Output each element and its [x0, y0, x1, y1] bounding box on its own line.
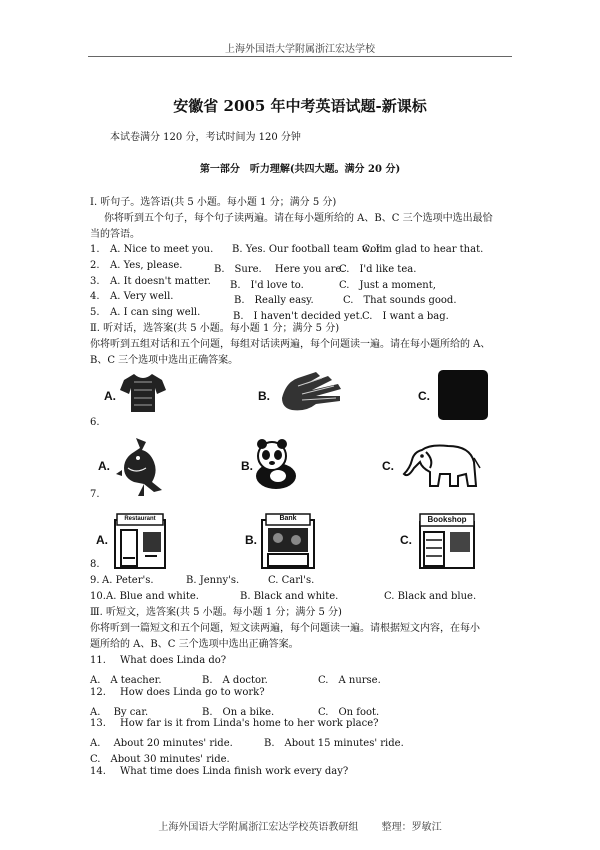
- sec1-instruction-line1: 你将听到五个句子，每个句子读两遍。请在每小题所给的 A、B、C 三个选项中选出最恰: [104, 213, 493, 224]
- q11-question: What does Linda do?: [120, 655, 227, 666]
- part1-heading: 第一部分 听力理解(共四大题。满分 20 分): [199, 164, 401, 175]
- q6-picture-c-square: [437, 369, 489, 421]
- q10-option-b: B. Black and white.: [240, 591, 339, 602]
- q8-picture-c-bookshop: [418, 512, 476, 570]
- q8-picture-b-bank: [260, 512, 316, 570]
- q14-number: 14.: [90, 766, 106, 777]
- q7-picture-b-panda: [254, 438, 298, 490]
- q1-option-c: C. I'm glad to hear that.: [362, 244, 484, 255]
- q7-number: 7.: [90, 489, 100, 500]
- sec3-instruction-line1: 你将听到一篇短文和五个问题，短文读两遍，每个问题读一遍。请根据短文内容，在每小: [90, 623, 480, 634]
- q10-number: 10.: [90, 591, 106, 602]
- q7-label-a: A.: [98, 459, 110, 473]
- q5-option-c: C. I want a bag.: [362, 311, 449, 322]
- q3-option-c: C. Just a moment,: [339, 280, 436, 291]
- page-header: 上海外国语大学附属浙江宏达学校: [225, 44, 375, 55]
- q11-option-b: B. A doctor.: [202, 675, 268, 686]
- q1-option-b: B. Yes. Our football team won.: [232, 244, 386, 255]
- q13-option-a: A. About 20 minutes' ride.: [90, 738, 233, 749]
- q3-number: 3.: [90, 276, 100, 287]
- q12-option-c: C. On foot.: [318, 707, 380, 718]
- q14-question: What time does Linda finish work every day?: [120, 766, 349, 777]
- q13-question: How far is it from Linda's home to her work place?: [120, 718, 379, 729]
- q7-picture-a-kangaroo: [114, 434, 170, 498]
- q8-picture-a-restaurant: [113, 512, 169, 570]
- q12-option-b: B. On a bike.: [202, 707, 275, 718]
- q13-option-b: B. About 15 minutes' ride.: [264, 738, 404, 749]
- q8-label-a: A.: [96, 533, 108, 547]
- restaurant-sign: Restaurant: [124, 516, 156, 522]
- sec2-instruction-line2: B、C 三个选项中选出正确答案。: [90, 355, 239, 366]
- q9-number: 9.: [90, 575, 100, 586]
- q6-picture-a-tshirt: [120, 372, 166, 414]
- q11-option-a: A. A teacher.: [90, 675, 162, 686]
- q9-option-b: B. Jenny's.: [186, 575, 240, 586]
- bank-sign: Bank: [279, 515, 297, 522]
- q6-label-c: C.: [418, 389, 430, 403]
- q2-option-c: C. I'd like tea.: [339, 264, 417, 275]
- bookshop-sign: Bookshop: [427, 515, 467, 524]
- q9-option-a: A. Peter's.: [102, 575, 154, 586]
- q6-label-b: B.: [258, 389, 270, 403]
- q5-option-b: B. I haven't decided yet.: [233, 311, 363, 322]
- sec1-heading: I. 听句子。选答语(共 5 小题。每小题 1 分；满分 5 分): [90, 197, 337, 208]
- sec2-heading: Ⅱ. 听对话，选答案(共 5 小题。每小题 1 分；满分 5 分): [90, 323, 340, 334]
- q8-label-b: B.: [245, 533, 257, 547]
- q4-number: 4.: [90, 291, 100, 302]
- q11-number: 11.: [90, 655, 106, 666]
- q4-option-b: B. Really easy.: [234, 295, 314, 306]
- q4-option-a: A. Very well.: [110, 291, 174, 302]
- q6-label-a: A.: [104, 389, 116, 403]
- q3-option-a: A. It doesn't matter.: [110, 276, 211, 287]
- q13-number: 13.: [90, 718, 106, 729]
- q6-picture-b-glove: [276, 368, 358, 414]
- q11-option-c: C. A nurse.: [318, 675, 381, 686]
- sec1-instruction-line2: 当的答语。: [90, 229, 140, 240]
- page-footer: 上海外国语大学附属浙江宏达学校英语教研组 整理：罗敏江: [158, 822, 442, 833]
- q10-option-a: A. Blue and white.: [106, 591, 199, 602]
- sec3-instruction-line2: 题所给的 A、B、C 三个选项中选出正确答案。: [90, 639, 299, 650]
- q4-option-c: C. That sounds good.: [343, 295, 457, 306]
- q8-number: 8.: [90, 559, 100, 570]
- sec2-instruction-line1: 你将听到五组对话和五个问题，每组对话读两遍，每个问题读一遍。请在每小题所给的 A、: [90, 339, 491, 350]
- q5-number: 5.: [90, 307, 100, 318]
- q2-option-a: A. Yes, please.: [110, 260, 183, 271]
- q12-number: 12.: [90, 687, 106, 698]
- q1-number: 1.: [90, 244, 100, 255]
- q3-option-b: B. I'd love to.: [230, 280, 304, 291]
- q5-option-a: A. I can sing well.: [110, 307, 201, 318]
- q2-number: 2.: [90, 260, 100, 271]
- q12-option-a: A. By car.: [90, 707, 149, 718]
- q2-option-b: B. Sure. Here you are.: [214, 264, 345, 275]
- q13-option-c: C. About 30 minutes' ride.: [90, 754, 230, 765]
- header-rule: [88, 56, 512, 57]
- q7-label-c: C.: [382, 459, 394, 473]
- q7-label-b: B.: [241, 459, 253, 473]
- sec3-heading: Ⅲ. 听短文，选答案(共 5 小题。每小题 1 分；满分 5 分): [90, 607, 342, 618]
- q7-picture-c-elephant: [400, 438, 482, 490]
- q12-question: How does Linda go to work?: [120, 687, 265, 698]
- page-title: 安徽省 2005 年中考英语试题-新课标: [173, 97, 427, 115]
- q1-option-a: A. Nice to meet you.: [110, 244, 214, 255]
- intro-text: 本试卷满分 120 分，考试时间为 120 分钟: [110, 132, 301, 143]
- q9-option-c: C. Carl's.: [268, 575, 315, 586]
- q8-label-c: C.: [400, 533, 412, 547]
- q6-number: 6.: [90, 417, 100, 428]
- q10-option-c: C. Black and blue.: [384, 591, 477, 602]
